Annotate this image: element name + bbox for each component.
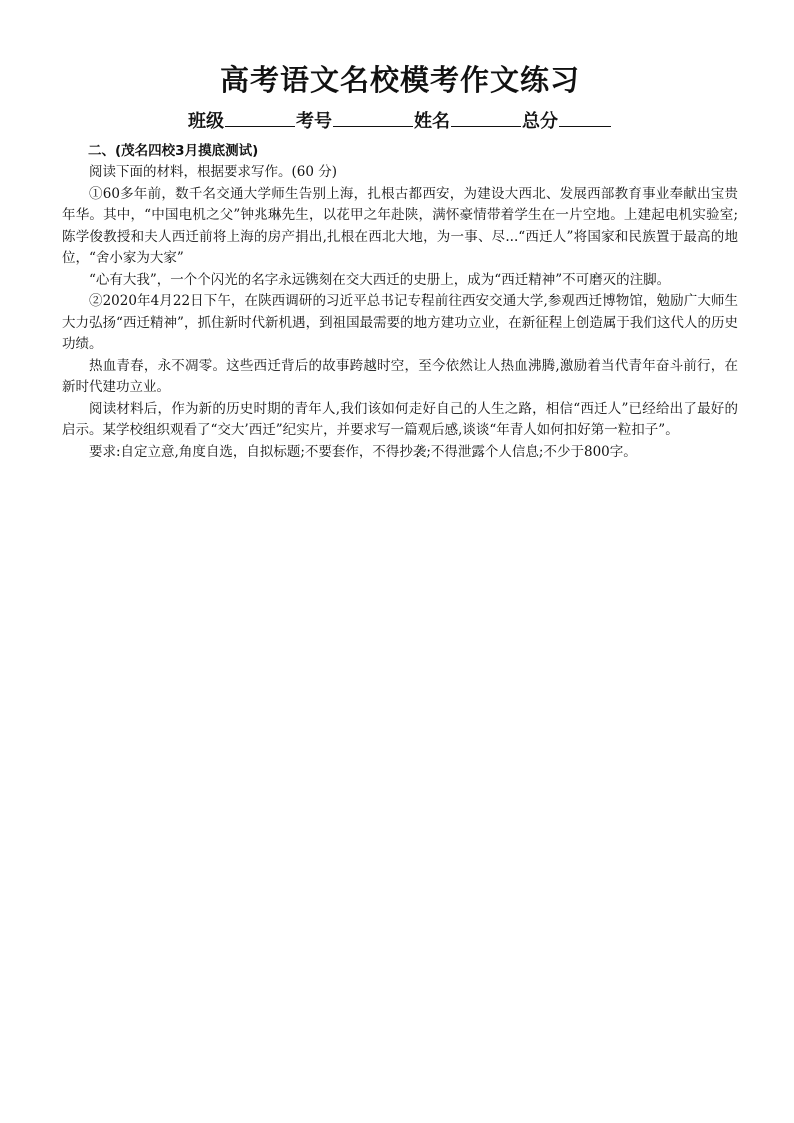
requirements-paragraph: 要求:自定立意,角度自选，自拟标题;不要套作，不得抄袭;不得泄露个人信息;不少于800字。 [89,443,637,460]
page-title: 高考语文名校模考作文练习 [219,63,580,97]
task-paragraph: 阅读材料后，作为新的历史时期的青年人,我们该如何走好自己的人生之路，相信“西迁人”已经给出了最好的启示。某学校组织观看了“交大’西迁”纪实片，并要求写一篇观后感,谈谈“年青人如何扣好第一粒扣子”。 [62,400,738,438]
class-blank [225,108,295,127]
material-paragraph-1-continued: “心有大我”，一个个闪光的名字永远镌刻在交大西迁的史册上，成为“西迁精神”不可磨灭的注脚。 [89,271,671,288]
material-paragraph-2: ②2020年4月22日下午，在陕西调研的习近平总书记专程前往西安交通大学,参观西迁博物馆，勉励广大师生大力弘扬“西迁精神”，抓住新时代新机遇，到祖国最需要的地方建功立业，在新征程上创造属于我们这代人的历史功绩。 [62,293,738,352]
score-blank [559,108,611,127]
exam-no-blank [333,108,413,127]
exam-no-label: 考号 [296,111,332,132]
material-paragraph-3: 热血青春，永不凋零。这些西迁背后的故事跨越时空，至今依然让人热血沸腾,激励着当代青年奋斗前行，在新时代建功立业。 [62,357,738,395]
instruction-paragraph: 阅读下面的材料，根据要求写作。(60 分) [89,164,338,180]
score-label: 总分 [522,111,558,132]
name-label: 姓名 [414,111,450,132]
student-info-line [62,108,738,135]
name-blank [451,108,521,127]
section-heading: 二、(茂名四校3月摸底测试) [88,143,259,159]
material-paragraph-1: ①60多年前，数千名交通大学师生告别上海，扎根古都西安，为建设大西北、发展西部教育事业奉献出宝贵年华。其中，“中国电机之父”钟兆琳先生，以花甲之年赴陕，满怀豪情带着学生在一片空地。上建起电机实验室;陈学俊教授和夫人西迁前将上海的房产捐出,扎根在西北大地，为一事、尽...“西迁人”将国家和民族置于最高的地位，“舍小家为大家” [62,185,738,266]
class-label: 班级 [188,111,224,132]
exam-page [62,58,738,463]
